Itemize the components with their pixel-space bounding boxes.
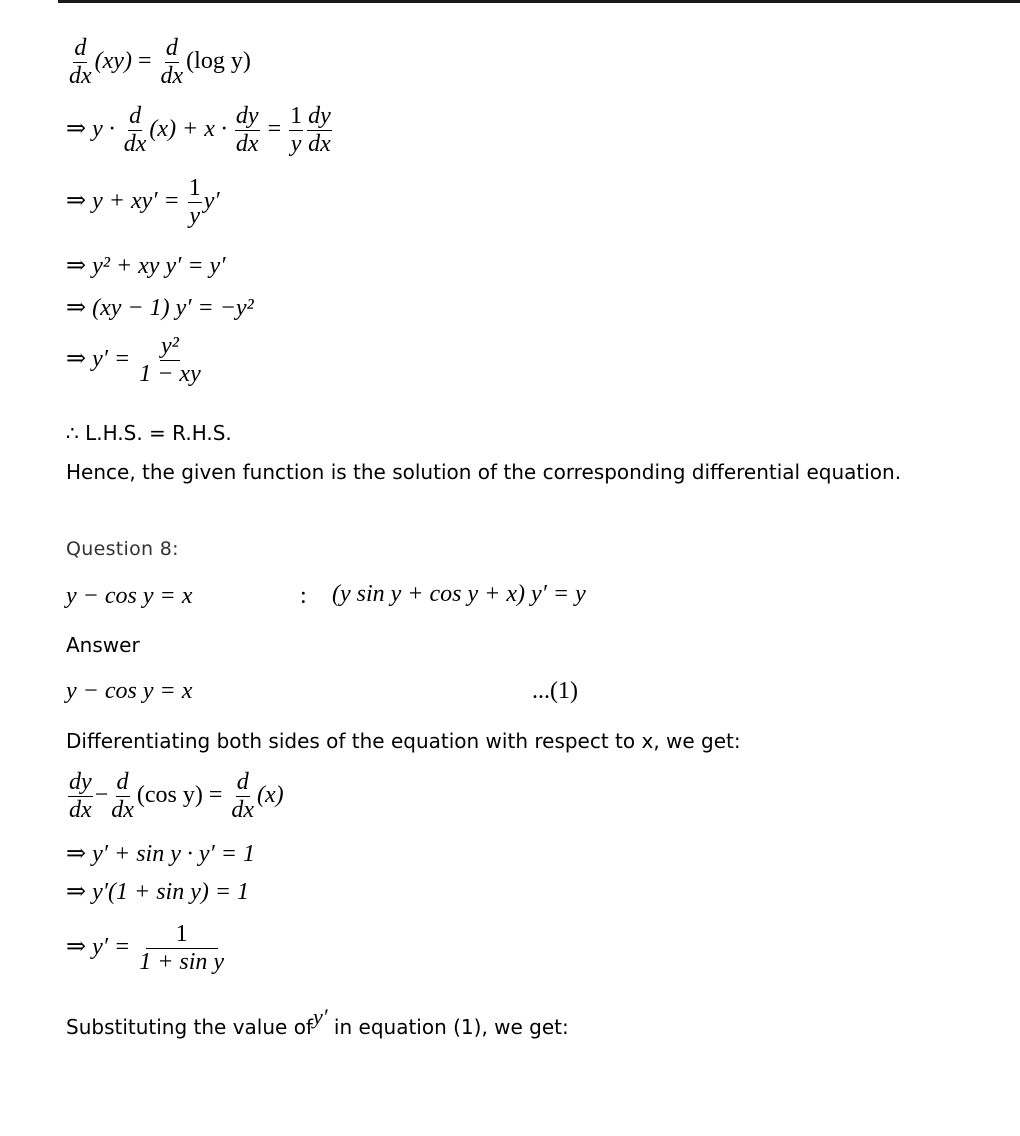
fraction: $\frac{1}{\text{1 + sin y}}$ bbox=[139, 921, 225, 976]
y-prime-symbol: y′ bbox=[312, 1004, 328, 1029]
answer-heading: Answer bbox=[66, 633, 140, 657]
equation-line-4: ⇒ y² + xy y′ = y′ bbox=[66, 253, 226, 279]
derivative-operator: $\frac{d}{dx}$ bbox=[111, 769, 134, 824]
term: y′ = bbox=[92, 346, 131, 373]
question-heading: Question 8: bbox=[66, 538, 179, 560]
fraction: $\frac{dy}{dx}$ bbox=[308, 103, 331, 158]
term: y + xy′ = bbox=[92, 188, 180, 215]
equation-line-6 bbox=[66, 334, 204, 387]
derivative-operator: $\frac{d}{dx}$ bbox=[160, 35, 184, 90]
equation-line-7 bbox=[66, 770, 284, 823]
fraction: $\frac{1}{y}$ bbox=[290, 103, 303, 158]
equation-line-1: $\frac{d}{dx}$ (xy) = $\frac{d}{dx}$ (log y) bbox=[69, 35, 251, 90]
question-function: y − cos y = x bbox=[66, 583, 193, 609]
implies-arrow: ⇒ bbox=[66, 116, 87, 143]
top-rule bbox=[58, 0, 1020, 3]
text-segment: Substituting the value of bbox=[66, 1015, 313, 1039]
fraction: $\frac{dy}{dx}$ bbox=[235, 103, 259, 158]
equation-line-5: ⇒ (xy − 1) y′ = −y² bbox=[66, 295, 254, 321]
conclusion-text: Hence, the given function is the solution of the corresponding differential equation. bbox=[66, 460, 902, 484]
rhs-function: (log y) bbox=[186, 48, 251, 75]
instruction-text: Differentiating both sides of the equation with respect to x, we get: bbox=[66, 729, 741, 753]
term: y′ = bbox=[92, 934, 131, 961]
derivative-operator: $\frac{d}{dx}$ bbox=[123, 103, 147, 158]
term: (cos y) = bbox=[136, 782, 223, 809]
question-separator: : bbox=[300, 583, 307, 609]
implies-arrow: ⇒ bbox=[66, 346, 87, 373]
term: (x) bbox=[257, 782, 284, 809]
implies-arrow: ⇒ bbox=[66, 188, 87, 215]
term: y′ bbox=[203, 188, 220, 215]
equation-line-9: ⇒ y′(1 + sin y) = 1 bbox=[66, 879, 250, 905]
equation-line-10 bbox=[66, 922, 227, 975]
equation-tag: ...(1) bbox=[532, 678, 578, 704]
equation-line-2 bbox=[66, 104, 334, 157]
fraction: $\frac{dy}{dx}$ bbox=[69, 769, 92, 824]
fraction: $\frac{1}{y}$ bbox=[188, 175, 201, 230]
implies-arrow: ⇒ bbox=[66, 934, 87, 961]
substitution-text bbox=[66, 1004, 569, 1039]
lhs-function: (xy) bbox=[94, 48, 132, 75]
text-segment: in equation (1), we get: bbox=[333, 1015, 569, 1039]
answer-equation: y − cos y = x bbox=[66, 678, 193, 704]
equals: = bbox=[267, 116, 282, 143]
minus-sign: − bbox=[94, 782, 109, 809]
derivative-operator: $\frac{d}{dx}$ bbox=[69, 35, 92, 90]
question-differential-equation: (y sin y + cos y + x) y′ = y bbox=[332, 581, 586, 607]
equation-line-8: ⇒ y′ + sin y · y′ = 1 bbox=[66, 841, 255, 867]
therefore-line: ∴ L.H.S. = R.H.S. bbox=[66, 421, 232, 445]
derivative-operator: $\frac{d}{dx}$ bbox=[231, 769, 255, 824]
equation-line-3 bbox=[66, 176, 220, 229]
term: y · bbox=[92, 116, 115, 143]
term: (x) + x · bbox=[149, 116, 227, 143]
fraction: $\frac{\text{y²}}{1 - xy}$ bbox=[139, 333, 201, 388]
